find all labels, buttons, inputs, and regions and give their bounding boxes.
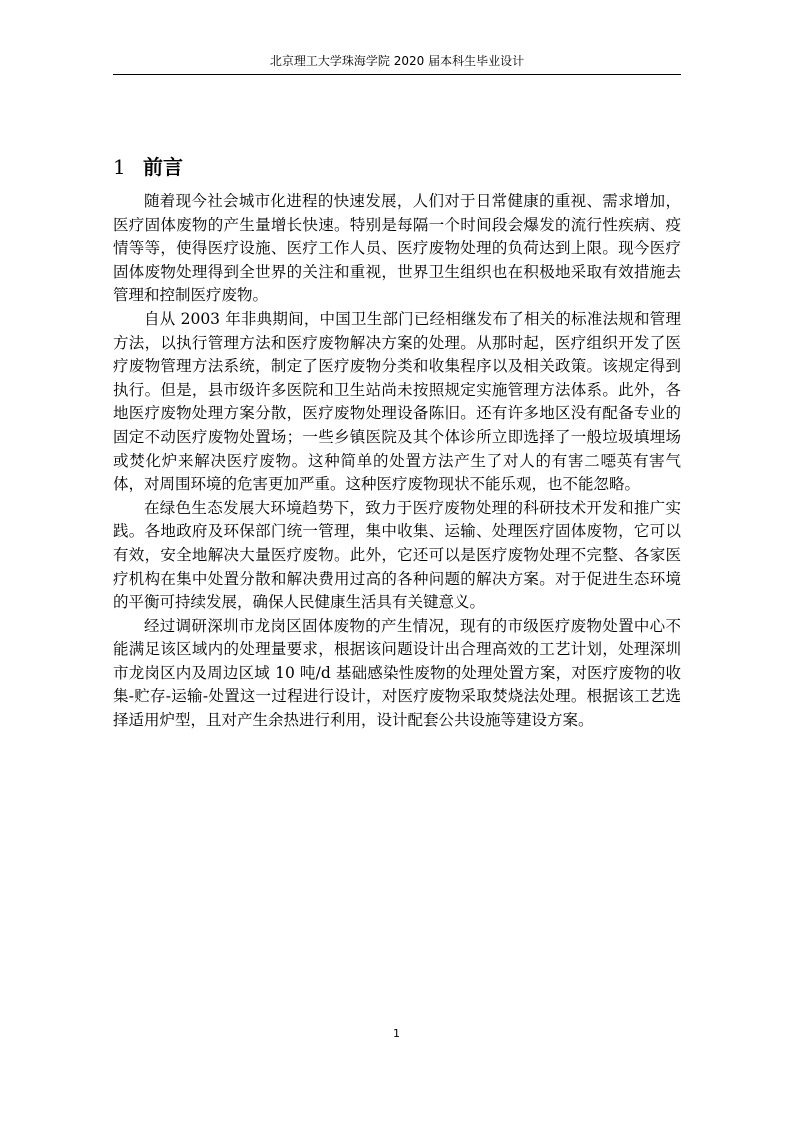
body-text (113, 190, 681, 733)
section-heading (113, 154, 183, 180)
paragraph: 在绿色生态发展大环境趋势下，致力于医疗废物处理的科研技术开发和推广实践。各地政府及环保部门统一管理，集中收集、运输、处理医疗固体废物，它可以有效，安全地解决大量医疗废物。此外，它还可以是医疗废物处理不完整、各家医疗机构在集中处置分散和解决费用过高的各种问题的解决方案。对于促进生态环境的平衡可持续发展，确保人民健康生活具有关键意义。 (113, 498, 681, 612)
page-number: 1 (393, 1027, 400, 1040)
page-header (113, 52, 681, 75)
paragraph: 经过调研深圳市龙岗区固体废物的产生情况，现有的市级医疗废物处置中心不能满足该区域内的处理量要求，根据该问题设计出合理高效的工艺计划，处理深圳市龙岗区内及周边区域 10 吨/d 基础感染性废物的处理处置方案，对医疗废物的收集-贮存-运输-处置这一过程进行设计，对医疗废物采取焚烧法处理。根据该工艺选择适用炉型，且对产生余热进行利用，设计配套公共设施等建设方案。 (113, 616, 681, 730)
header-text: 北京理工大学珠海学院 2020 届本科生毕业设计 (269, 54, 525, 68)
paragraph: 随着现今社会城市化进程的快速发展，人们对于日常健康的重视、需求增加，医疗固体废物的产生量增长快速。特别是每隔一个时间段会爆发的流行性疾病、疫情等等，使得医疗设施、医疗工作人员、医疗废物处理的负荷达到上限。现今医疗固体废物处理得到全世界的关注和重视，世界卫生组织也在积极地采取有效措施去管理和控制医疗废物。 (113, 192, 681, 305)
paragraph: 自从 2003 年非典期间，中国卫生部门已经相继发布了相关的标准法规和管理方法，以执行管理方法和医疗废物解决方案的处理。从那时起，医疗组织开发了医疗废物管理方法系统，制定了医疗废物分类和收集程序以及相关政策。该规定得到执行。但是，县市级许多医院和卫生站尚未按照规定实施管理方法体系。此外，各地医疗废物处理方案分散，医疗废物处理设备陈旧。还有许多地区没有配备专业的固定不动医疗废物处置场；一些乡镇医院及其个体诊所立即选择了一般垃圾填埋场或焚化炉来解决医疗废物。这种简单的处置方法产生了对人的有害二噁英有害气体，对周围环境的危害更加严重。这种医疗废物现状不能乐观，也不能忽略。 (113, 309, 681, 494)
section-title: 前言 (143, 155, 183, 179)
section-number: 1 (113, 155, 126, 179)
